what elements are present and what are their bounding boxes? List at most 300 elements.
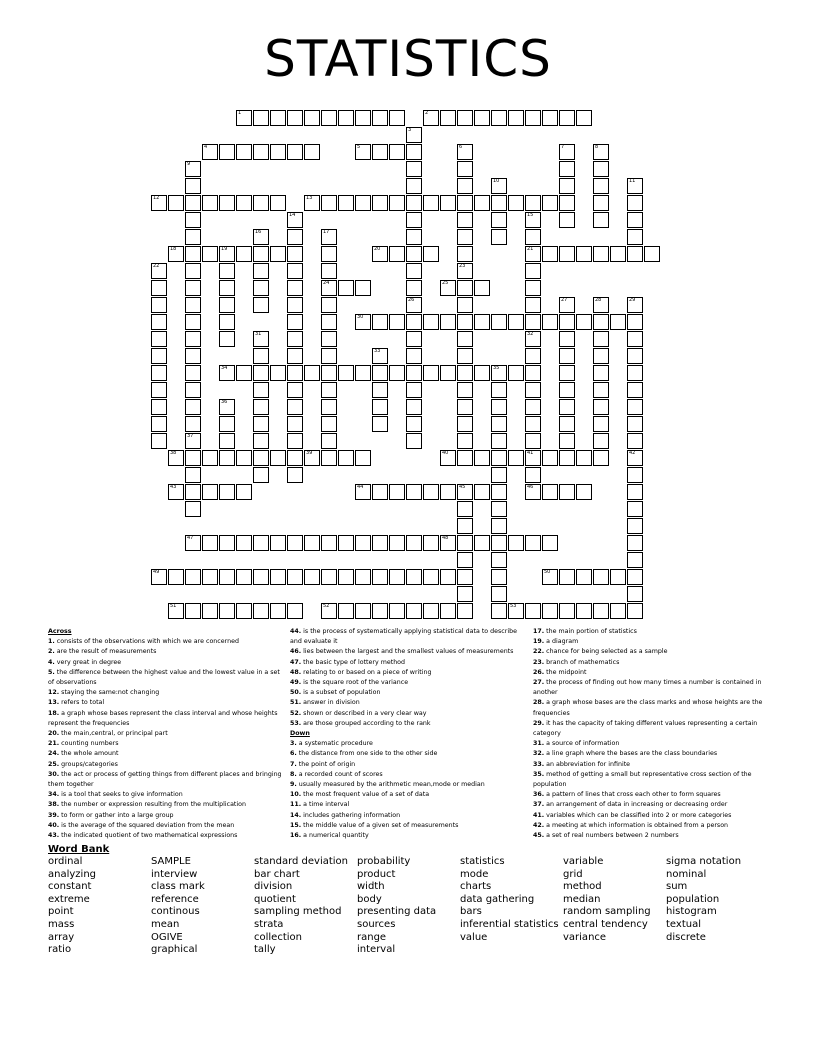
grid-cell[interactable] bbox=[457, 280, 473, 296]
grid-cell[interactable] bbox=[185, 569, 201, 585]
grid-cell[interactable] bbox=[491, 195, 507, 211]
grid-cell[interactable] bbox=[219, 535, 235, 551]
grid-cell[interactable] bbox=[627, 535, 643, 551]
grid-cell[interactable] bbox=[185, 263, 201, 279]
grid-cell[interactable] bbox=[185, 603, 201, 619]
grid-cell[interactable] bbox=[542, 246, 558, 262]
grid-cell[interactable] bbox=[389, 603, 405, 619]
grid-cell[interactable] bbox=[321, 263, 337, 279]
grid-cell[interactable] bbox=[355, 484, 371, 500]
grid-cell[interactable] bbox=[236, 110, 252, 126]
grid-cell[interactable] bbox=[559, 365, 575, 381]
grid-cell[interactable] bbox=[525, 365, 541, 381]
grid-cell[interactable] bbox=[389, 569, 405, 585]
grid-cell[interactable] bbox=[219, 331, 235, 347]
grid-cell[interactable] bbox=[338, 603, 354, 619]
grid-cell[interactable] bbox=[457, 144, 473, 160]
grid-cell[interactable] bbox=[304, 365, 320, 381]
grid-cell[interactable] bbox=[457, 331, 473, 347]
grid-cell[interactable] bbox=[287, 603, 303, 619]
grid-cell[interactable] bbox=[253, 416, 269, 432]
grid-cell[interactable] bbox=[355, 195, 371, 211]
grid-cell[interactable] bbox=[491, 586, 507, 602]
grid-cell[interactable] bbox=[491, 212, 507, 228]
grid-cell[interactable] bbox=[355, 603, 371, 619]
grid-cell[interactable] bbox=[491, 314, 507, 330]
grid-cell[interactable] bbox=[406, 416, 422, 432]
grid-cell[interactable] bbox=[406, 127, 422, 143]
grid-cell[interactable] bbox=[423, 365, 439, 381]
grid-cell[interactable] bbox=[321, 535, 337, 551]
grid-cell[interactable] bbox=[236, 603, 252, 619]
grid-cell[interactable] bbox=[185, 314, 201, 330]
grid-cell[interactable] bbox=[287, 144, 303, 160]
grid-cell[interactable] bbox=[406, 178, 422, 194]
grid-cell[interactable] bbox=[253, 467, 269, 483]
grid-cell[interactable] bbox=[491, 229, 507, 245]
grid-cell[interactable] bbox=[253, 535, 269, 551]
grid-cell[interactable] bbox=[593, 212, 609, 228]
grid-cell[interactable] bbox=[491, 569, 507, 585]
grid-cell[interactable] bbox=[253, 603, 269, 619]
grid-cell[interactable] bbox=[406, 399, 422, 415]
grid-cell[interactable] bbox=[355, 365, 371, 381]
grid-cell[interactable] bbox=[372, 382, 388, 398]
grid-cell[interactable] bbox=[219, 314, 235, 330]
grid-cell[interactable] bbox=[525, 297, 541, 313]
grid-cell[interactable] bbox=[406, 603, 422, 619]
grid-cell[interactable] bbox=[542, 603, 558, 619]
grid-cell[interactable] bbox=[321, 603, 337, 619]
grid-cell[interactable] bbox=[559, 348, 575, 364]
grid-cell[interactable] bbox=[627, 314, 643, 330]
grid-cell[interactable] bbox=[270, 365, 286, 381]
grid-cell[interactable] bbox=[440, 450, 456, 466]
grid-cell[interactable] bbox=[389, 110, 405, 126]
grid-cell[interactable] bbox=[627, 569, 643, 585]
grid-cell[interactable] bbox=[508, 110, 524, 126]
grid-cell[interactable] bbox=[236, 535, 252, 551]
grid-cell[interactable] bbox=[287, 246, 303, 262]
grid-cell[interactable] bbox=[525, 603, 541, 619]
grid-cell[interactable] bbox=[185, 433, 201, 449]
grid-cell[interactable] bbox=[389, 195, 405, 211]
grid-cell[interactable] bbox=[338, 110, 354, 126]
grid-cell[interactable] bbox=[440, 195, 456, 211]
grid-cell[interactable] bbox=[593, 365, 609, 381]
grid-cell[interactable] bbox=[593, 348, 609, 364]
grid-cell[interactable] bbox=[236, 365, 252, 381]
grid-cell[interactable] bbox=[423, 603, 439, 619]
grid-cell[interactable] bbox=[185, 280, 201, 296]
grid-cell[interactable] bbox=[525, 467, 541, 483]
grid-cell[interactable] bbox=[440, 603, 456, 619]
grid-cell[interactable] bbox=[474, 110, 490, 126]
grid-cell[interactable] bbox=[576, 450, 592, 466]
grid-cell[interactable] bbox=[338, 535, 354, 551]
grid-cell[interactable] bbox=[253, 297, 269, 313]
grid-cell[interactable] bbox=[185, 161, 201, 177]
grid-cell[interactable] bbox=[151, 331, 167, 347]
grid-cell[interactable] bbox=[542, 195, 558, 211]
grid-cell[interactable] bbox=[219, 450, 235, 466]
grid-cell[interactable] bbox=[185, 212, 201, 228]
grid-cell[interactable] bbox=[491, 552, 507, 568]
grid-cell[interactable] bbox=[627, 246, 643, 262]
grid-cell[interactable] bbox=[559, 399, 575, 415]
grid-cell[interactable] bbox=[559, 297, 575, 313]
grid-cell[interactable] bbox=[253, 144, 269, 160]
grid-cell[interactable] bbox=[457, 229, 473, 245]
grid-cell[interactable] bbox=[185, 467, 201, 483]
grid-cell[interactable] bbox=[185, 450, 201, 466]
grid-cell[interactable] bbox=[236, 144, 252, 160]
grid-cell[interactable] bbox=[508, 195, 524, 211]
grid-cell[interactable] bbox=[338, 365, 354, 381]
grid-cell[interactable] bbox=[474, 535, 490, 551]
grid-cell[interactable] bbox=[304, 110, 320, 126]
grid-cell[interactable] bbox=[321, 314, 337, 330]
grid-cell[interactable] bbox=[372, 110, 388, 126]
grid-cell[interactable] bbox=[593, 450, 609, 466]
grid-cell[interactable] bbox=[593, 161, 609, 177]
grid-cell[interactable] bbox=[406, 569, 422, 585]
grid-cell[interactable] bbox=[559, 161, 575, 177]
grid-cell[interactable] bbox=[389, 484, 405, 500]
grid-cell[interactable] bbox=[219, 263, 235, 279]
grid-cell[interactable] bbox=[219, 416, 235, 432]
grid-cell[interactable] bbox=[287, 263, 303, 279]
grid-cell[interactable] bbox=[287, 212, 303, 228]
grid-cell[interactable] bbox=[185, 484, 201, 500]
grid-cell[interactable] bbox=[151, 263, 167, 279]
grid-cell[interactable] bbox=[372, 144, 388, 160]
grid-cell[interactable] bbox=[491, 110, 507, 126]
grid-cell[interactable] bbox=[202, 603, 218, 619]
grid-cell[interactable] bbox=[491, 501, 507, 517]
grid-cell[interactable] bbox=[457, 552, 473, 568]
grid-cell[interactable] bbox=[287, 365, 303, 381]
grid-cell[interactable] bbox=[287, 280, 303, 296]
grid-cell[interactable] bbox=[610, 314, 626, 330]
grid-cell[interactable] bbox=[491, 178, 507, 194]
grid-cell[interactable] bbox=[185, 348, 201, 364]
grid-cell[interactable] bbox=[440, 280, 456, 296]
grid-cell[interactable] bbox=[474, 314, 490, 330]
grid-cell[interactable] bbox=[321, 110, 337, 126]
grid-cell[interactable] bbox=[253, 433, 269, 449]
grid-cell[interactable] bbox=[491, 416, 507, 432]
grid-cell[interactable] bbox=[491, 535, 507, 551]
grid-cell[interactable] bbox=[287, 450, 303, 466]
grid-cell[interactable] bbox=[406, 314, 422, 330]
grid-cell[interactable] bbox=[542, 569, 558, 585]
grid-cell[interactable] bbox=[474, 484, 490, 500]
grid-cell[interactable] bbox=[406, 161, 422, 177]
grid-cell[interactable] bbox=[338, 450, 354, 466]
grid-cell[interactable] bbox=[287, 297, 303, 313]
grid-cell[interactable] bbox=[406, 535, 422, 551]
grid-cell[interactable] bbox=[287, 416, 303, 432]
grid-cell[interactable] bbox=[559, 433, 575, 449]
grid-cell[interactable] bbox=[559, 246, 575, 262]
grid-cell[interactable] bbox=[457, 314, 473, 330]
grid-cell[interactable] bbox=[151, 348, 167, 364]
grid-cell[interactable] bbox=[287, 348, 303, 364]
grid-cell[interactable] bbox=[253, 110, 269, 126]
grid-cell[interactable] bbox=[219, 399, 235, 415]
grid-cell[interactable] bbox=[610, 246, 626, 262]
grid-cell[interactable] bbox=[542, 535, 558, 551]
grid-cell[interactable] bbox=[508, 450, 524, 466]
grid-cell[interactable] bbox=[593, 297, 609, 313]
grid-cell[interactable] bbox=[627, 416, 643, 432]
grid-cell[interactable] bbox=[168, 603, 184, 619]
grid-cell[interactable] bbox=[389, 144, 405, 160]
grid-cell[interactable] bbox=[525, 314, 541, 330]
grid-cell[interactable] bbox=[525, 433, 541, 449]
grid-cell[interactable] bbox=[559, 569, 575, 585]
grid-cell[interactable] bbox=[202, 535, 218, 551]
grid-cell[interactable] bbox=[202, 450, 218, 466]
grid-cell[interactable] bbox=[576, 110, 592, 126]
grid-cell[interactable] bbox=[185, 399, 201, 415]
grid-cell[interactable] bbox=[610, 569, 626, 585]
grid-cell[interactable] bbox=[321, 569, 337, 585]
grid-cell[interactable] bbox=[559, 144, 575, 160]
grid-cell[interactable] bbox=[253, 246, 269, 262]
grid-cell[interactable] bbox=[440, 484, 456, 500]
grid-cell[interactable] bbox=[151, 297, 167, 313]
grid-cell[interactable] bbox=[287, 382, 303, 398]
grid-cell[interactable] bbox=[525, 212, 541, 228]
grid-cell[interactable] bbox=[576, 603, 592, 619]
grid-cell[interactable] bbox=[372, 416, 388, 432]
grid-cell[interactable] bbox=[185, 416, 201, 432]
grid-cell[interactable] bbox=[219, 603, 235, 619]
grid-cell[interactable] bbox=[338, 280, 354, 296]
grid-cell[interactable] bbox=[287, 331, 303, 347]
grid-cell[interactable] bbox=[355, 450, 371, 466]
grid-cell[interactable] bbox=[287, 399, 303, 415]
grid-cell[interactable] bbox=[321, 195, 337, 211]
grid-cell[interactable] bbox=[219, 484, 235, 500]
grid-cell[interactable] bbox=[168, 484, 184, 500]
grid-cell[interactable] bbox=[491, 518, 507, 534]
grid-cell[interactable] bbox=[321, 297, 337, 313]
grid-cell[interactable] bbox=[627, 365, 643, 381]
grid-cell[interactable] bbox=[440, 110, 456, 126]
grid-cell[interactable] bbox=[525, 263, 541, 279]
grid-cell[interactable] bbox=[423, 195, 439, 211]
grid-cell[interactable] bbox=[253, 450, 269, 466]
grid-cell[interactable] bbox=[542, 484, 558, 500]
grid-cell[interactable] bbox=[253, 195, 269, 211]
grid-cell[interactable] bbox=[219, 144, 235, 160]
grid-cell[interactable] bbox=[423, 110, 439, 126]
grid-cell[interactable] bbox=[151, 365, 167, 381]
grid-cell[interactable] bbox=[440, 569, 456, 585]
grid-cell[interactable] bbox=[321, 399, 337, 415]
grid-cell[interactable] bbox=[457, 416, 473, 432]
grid-cell[interactable] bbox=[338, 569, 354, 585]
grid-cell[interactable] bbox=[185, 229, 201, 245]
grid-cell[interactable] bbox=[151, 399, 167, 415]
grid-cell[interactable] bbox=[355, 110, 371, 126]
grid-cell[interactable] bbox=[644, 246, 660, 262]
grid-cell[interactable] bbox=[355, 144, 371, 160]
grid-cell[interactable] bbox=[372, 348, 388, 364]
grid-cell[interactable] bbox=[321, 348, 337, 364]
grid-cell[interactable] bbox=[185, 331, 201, 347]
grid-cell[interactable] bbox=[457, 433, 473, 449]
grid-cell[interactable] bbox=[457, 195, 473, 211]
grid-cell[interactable] bbox=[355, 280, 371, 296]
grid-cell[interactable] bbox=[151, 382, 167, 398]
grid-cell[interactable] bbox=[525, 535, 541, 551]
grid-cell[interactable] bbox=[525, 450, 541, 466]
grid-cell[interactable] bbox=[474, 195, 490, 211]
grid-cell[interactable] bbox=[202, 195, 218, 211]
grid-cell[interactable] bbox=[576, 246, 592, 262]
grid-cell[interactable] bbox=[491, 450, 507, 466]
grid-cell[interactable] bbox=[627, 450, 643, 466]
grid-cell[interactable] bbox=[236, 569, 252, 585]
grid-cell[interactable] bbox=[593, 433, 609, 449]
grid-cell[interactable] bbox=[406, 365, 422, 381]
grid-cell[interactable] bbox=[457, 450, 473, 466]
grid-cell[interactable] bbox=[287, 569, 303, 585]
grid-cell[interactable] bbox=[321, 433, 337, 449]
grid-cell[interactable] bbox=[202, 569, 218, 585]
grid-cell[interactable] bbox=[627, 348, 643, 364]
grid-cell[interactable] bbox=[508, 365, 524, 381]
grid-cell[interactable] bbox=[474, 280, 490, 296]
grid-cell[interactable] bbox=[321, 450, 337, 466]
grid-cell[interactable] bbox=[236, 246, 252, 262]
grid-cell[interactable] bbox=[185, 365, 201, 381]
grid-cell[interactable] bbox=[525, 331, 541, 347]
grid-cell[interactable] bbox=[457, 178, 473, 194]
grid-cell[interactable] bbox=[372, 365, 388, 381]
grid-cell[interactable] bbox=[253, 229, 269, 245]
grid-cell[interactable] bbox=[559, 331, 575, 347]
grid-cell[interactable] bbox=[457, 348, 473, 364]
grid-cell[interactable] bbox=[559, 450, 575, 466]
grid-cell[interactable] bbox=[321, 365, 337, 381]
grid-cell[interactable] bbox=[304, 195, 320, 211]
grid-cell[interactable] bbox=[219, 365, 235, 381]
grid-cell[interactable] bbox=[457, 382, 473, 398]
grid-cell[interactable] bbox=[627, 518, 643, 534]
grid-cell[interactable] bbox=[287, 535, 303, 551]
grid-cell[interactable] bbox=[525, 280, 541, 296]
grid-cell[interactable] bbox=[304, 569, 320, 585]
grid-cell[interactable] bbox=[236, 450, 252, 466]
grid-cell[interactable] bbox=[321, 416, 337, 432]
grid-cell[interactable] bbox=[270, 110, 286, 126]
grid-cell[interactable] bbox=[304, 535, 320, 551]
grid-cell[interactable] bbox=[372, 603, 388, 619]
grid-cell[interactable] bbox=[423, 484, 439, 500]
grid-cell[interactable] bbox=[610, 603, 626, 619]
grid-cell[interactable] bbox=[593, 246, 609, 262]
grid-cell[interactable] bbox=[389, 246, 405, 262]
grid-cell[interactable] bbox=[474, 365, 490, 381]
grid-cell[interactable] bbox=[185, 382, 201, 398]
grid-cell[interactable] bbox=[525, 399, 541, 415]
grid-cell[interactable] bbox=[627, 178, 643, 194]
grid-cell[interactable] bbox=[525, 229, 541, 245]
grid-cell[interactable] bbox=[253, 365, 269, 381]
grid-cell[interactable] bbox=[253, 399, 269, 415]
grid-cell[interactable] bbox=[627, 484, 643, 500]
grid-cell[interactable] bbox=[151, 314, 167, 330]
grid-cell[interactable] bbox=[355, 569, 371, 585]
grid-cell[interactable] bbox=[457, 501, 473, 517]
grid-cell[interactable] bbox=[474, 450, 490, 466]
grid-cell[interactable] bbox=[559, 484, 575, 500]
grid-cell[interactable] bbox=[593, 399, 609, 415]
grid-cell[interactable] bbox=[559, 178, 575, 194]
grid-cell[interactable] bbox=[270, 144, 286, 160]
grid-cell[interactable] bbox=[491, 399, 507, 415]
grid-cell[interactable] bbox=[151, 569, 167, 585]
grid-cell[interactable] bbox=[457, 484, 473, 500]
grid-cell[interactable] bbox=[287, 110, 303, 126]
grid-cell[interactable] bbox=[559, 314, 575, 330]
grid-cell[interactable] bbox=[168, 450, 184, 466]
grid-cell[interactable] bbox=[457, 586, 473, 602]
grid-cell[interactable] bbox=[321, 382, 337, 398]
grid-cell[interactable] bbox=[372, 569, 388, 585]
grid-cell[interactable] bbox=[270, 569, 286, 585]
grid-cell[interactable] bbox=[491, 603, 507, 619]
grid-cell[interactable] bbox=[185, 195, 201, 211]
grid-cell[interactable] bbox=[525, 110, 541, 126]
grid-cell[interactable] bbox=[627, 212, 643, 228]
grid-cell[interactable] bbox=[406, 195, 422, 211]
grid-cell[interactable] bbox=[542, 314, 558, 330]
grid-cell[interactable] bbox=[185, 535, 201, 551]
grid-cell[interactable] bbox=[627, 552, 643, 568]
grid-cell[interactable] bbox=[627, 229, 643, 245]
grid-cell[interactable] bbox=[219, 569, 235, 585]
grid-cell[interactable] bbox=[559, 212, 575, 228]
grid-cell[interactable] bbox=[253, 348, 269, 364]
grid-cell[interactable] bbox=[185, 501, 201, 517]
grid-cell[interactable] bbox=[202, 144, 218, 160]
grid-cell[interactable] bbox=[627, 467, 643, 483]
grid-cell[interactable] bbox=[559, 603, 575, 619]
grid-cell[interactable] bbox=[423, 535, 439, 551]
grid-cell[interactable] bbox=[321, 331, 337, 347]
grid-cell[interactable] bbox=[287, 229, 303, 245]
grid-cell[interactable] bbox=[253, 263, 269, 279]
grid-cell[interactable] bbox=[389, 365, 405, 381]
grid-cell[interactable] bbox=[627, 297, 643, 313]
grid-cell[interactable] bbox=[593, 603, 609, 619]
grid-cell[interactable] bbox=[457, 603, 473, 619]
grid-cell[interactable] bbox=[508, 314, 524, 330]
grid-cell[interactable] bbox=[270, 603, 286, 619]
grid-cell[interactable] bbox=[491, 433, 507, 449]
grid-cell[interactable] bbox=[423, 569, 439, 585]
grid-cell[interactable] bbox=[253, 569, 269, 585]
grid-cell[interactable] bbox=[168, 569, 184, 585]
grid-cell[interactable] bbox=[627, 195, 643, 211]
grid-cell[interactable] bbox=[236, 484, 252, 500]
